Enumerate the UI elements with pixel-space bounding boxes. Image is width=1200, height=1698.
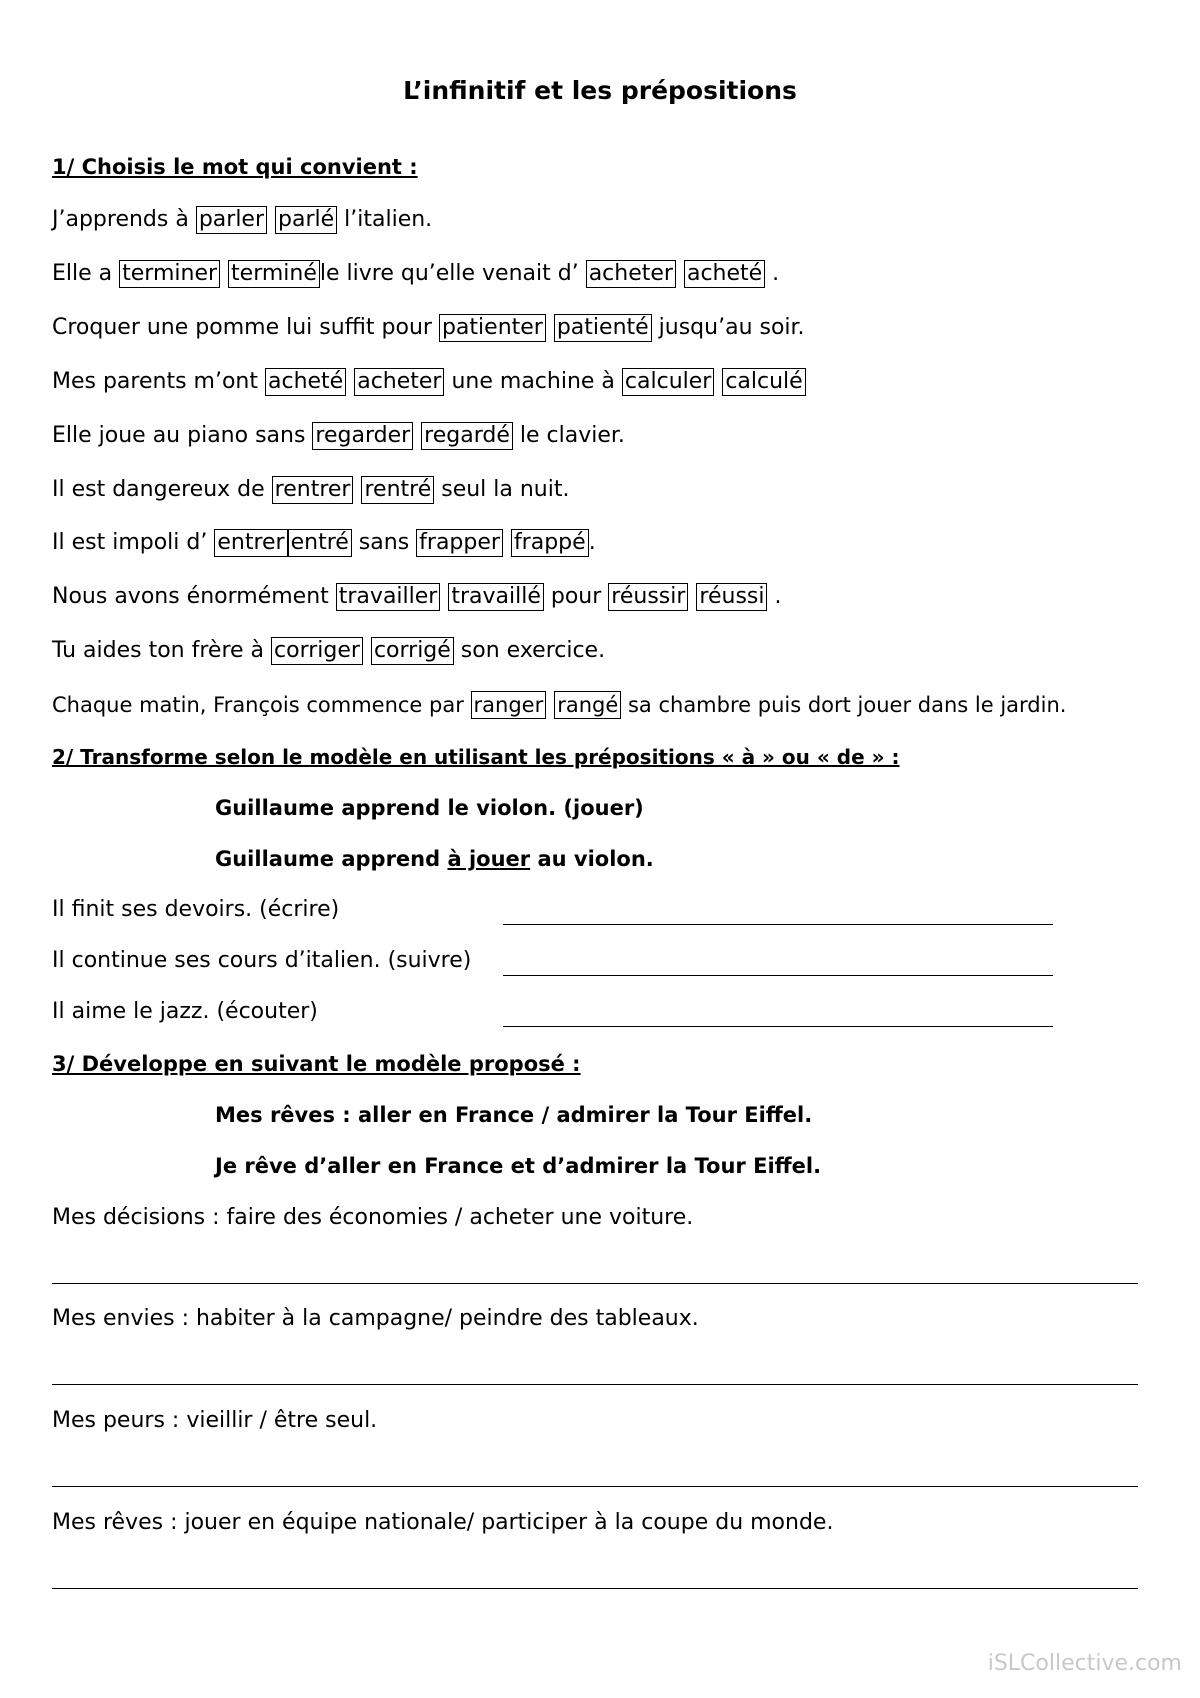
sentence-text: . <box>767 584 782 609</box>
answer-choice-box[interactable]: réussir <box>608 583 688 611</box>
answer-line[interactable] <box>503 1026 1053 1027</box>
section2-model-answer <box>215 847 654 871</box>
exercise1-sentence-6 <box>52 475 569 505</box>
exercise1-sentence-4 <box>52 367 806 397</box>
answer-line[interactable] <box>52 1283 1138 1284</box>
answer-line[interactable] <box>52 1486 1138 1487</box>
answer-choice-box[interactable]: calculer <box>622 368 714 396</box>
answer-choice-box[interactable]: entrer <box>214 529 287 557</box>
section2-item-2: Il continue ses cours d’italien. (suivre) <box>52 948 472 973</box>
sentence-text: Elle joue au piano sans <box>52 423 313 448</box>
answer-choice-box[interactable]: patienter <box>439 314 546 342</box>
answer-choice-box[interactable]: ranger <box>471 691 547 719</box>
section3-prompt-4: Mes rêves : jouer en équipe nationale/ participer à la coupe du monde. <box>52 1510 834 1535</box>
exercise1-sentence-2 <box>52 259 779 289</box>
section3-heading: 3/ Développe en suivant le modèle proposé : <box>52 1052 581 1076</box>
answer-choice-box[interactable]: rangé <box>554 691 621 719</box>
answer-choice-box[interactable]: parler <box>196 206 267 234</box>
exercise1-sentence-5 <box>52 421 625 451</box>
section3-model-answer: Je rêve d’aller en France et d’admirer la Tour Eiffel. <box>215 1154 822 1178</box>
exercise1-sentence-3 <box>52 313 805 343</box>
section3-model-prompt: Mes rêves : aller en France / admirer la Tour Eiffel. <box>215 1103 813 1127</box>
section2-item-1: Il finit ses devoirs. (écrire) <box>52 897 340 922</box>
answer-choice-box[interactable]: patienté <box>554 314 652 342</box>
exercise1-sentence-9 <box>52 636 605 666</box>
answer-choice-box[interactable]: rentré <box>361 476 434 504</box>
answer-choice-box[interactable]: entré <box>288 529 352 557</box>
answer-choice-box[interactable]: travailler <box>336 583 441 611</box>
sentence-text: Il est dangereux de <box>52 477 272 502</box>
section2-item-3: Il aime le jazz. (écouter) <box>52 999 318 1024</box>
sentence-text: Nous avons énormément <box>52 584 336 609</box>
section2-model-question: Guillaume apprend le violon. (jouer) <box>215 796 644 820</box>
sentence-text: . <box>765 261 780 286</box>
model-text: Guillaume apprend <box>215 847 448 871</box>
exercise1-sentence-8 <box>52 582 781 612</box>
answer-line[interactable] <box>52 1384 1138 1385</box>
answer-choice-box[interactable]: corriger <box>271 637 363 665</box>
sentence-text: sa chambre puis dort jouer dans le jardin. <box>621 693 1067 717</box>
answer-choice-box[interactable]: frappé <box>511 529 589 557</box>
answer-choice-box[interactable]: acheté <box>265 368 346 396</box>
answer-line[interactable] <box>503 924 1053 925</box>
exercise1-sentence-1 <box>52 205 432 235</box>
section3-prompt-2: Mes envies : habiter à la campagne/ peindre des tableaux. <box>52 1306 699 1331</box>
watermark-logo: iSLCollective.com <box>987 1651 1182 1676</box>
answer-choice-box[interactable]: terminé <box>228 260 320 288</box>
answer-choice-box[interactable]: corrigé <box>371 637 454 665</box>
exercise1-sentence-10 <box>52 690 1066 720</box>
answer-line[interactable] <box>503 975 1053 976</box>
answer-choice-box[interactable]: terminer <box>119 260 220 288</box>
page-title: L’infinitif et les prépositions <box>403 76 797 105</box>
sentence-text: l’italien. <box>337 207 433 232</box>
sentence-text: son exercice. <box>453 638 606 663</box>
sentence-text: seul la nuit. <box>434 477 570 502</box>
section2-heading: 2/ Transforme selon le modèle en utilisant les prépositions « à » ou « de » : <box>52 745 900 769</box>
answer-choice-box[interactable]: parlé <box>275 206 337 234</box>
section3-prompt-3: Mes peurs : vieillir / être seul. <box>52 1408 378 1433</box>
answer-choice-box[interactable]: rentrer <box>272 476 354 504</box>
answer-choice-box[interactable]: réussi <box>696 583 767 611</box>
model-text: au violon. <box>530 847 654 871</box>
sentence-text: Croquer une pomme lui suffit pour <box>52 315 439 340</box>
sentence-text: pour <box>543 584 609 609</box>
answer-choice-box[interactable]: frapper <box>416 529 503 557</box>
answer-choice-box[interactable]: regardé <box>421 422 513 450</box>
sentence-text: une machine à <box>444 369 622 394</box>
answer-choice-box[interactable]: acheter <box>354 368 444 396</box>
sentence-text: Mes parents m’ont <box>52 369 265 394</box>
sentence-text: sans <box>351 530 417 555</box>
model-underlined-text: à jouer <box>447 847 531 871</box>
sentence-text: . <box>588 530 596 555</box>
answer-choice-box[interactable]: travaillé <box>448 583 544 611</box>
answer-line[interactable] <box>52 1588 1138 1589</box>
sentence-text: jusqu’au soir. <box>651 315 805 340</box>
sentence-text: Chaque matin, François commence par <box>52 693 471 717</box>
answer-choice-box[interactable]: acheté <box>684 260 765 288</box>
sentence-text: Tu aides ton frère à <box>52 638 272 663</box>
answer-choice-box[interactable]: calculé <box>722 368 805 396</box>
sentence-text: le livre qu’elle venait d’ <box>319 261 586 286</box>
sentence-text: J’apprends à <box>52 207 196 232</box>
section3-prompt-1: Mes décisions : faire des économies / acheter une voiture. <box>52 1205 694 1230</box>
answer-choice-box[interactable]: regarder <box>312 422 413 450</box>
answer-choice-box[interactable]: acheter <box>586 260 676 288</box>
section1-heading: 1/ Choisis le mot qui convient : <box>52 155 418 179</box>
sentence-text: Il est impoli d’ <box>52 530 215 555</box>
sentence-text: le clavier. <box>512 423 625 448</box>
sentence-text: Elle a <box>52 261 120 286</box>
exercise1-sentence-7 <box>52 528 596 558</box>
